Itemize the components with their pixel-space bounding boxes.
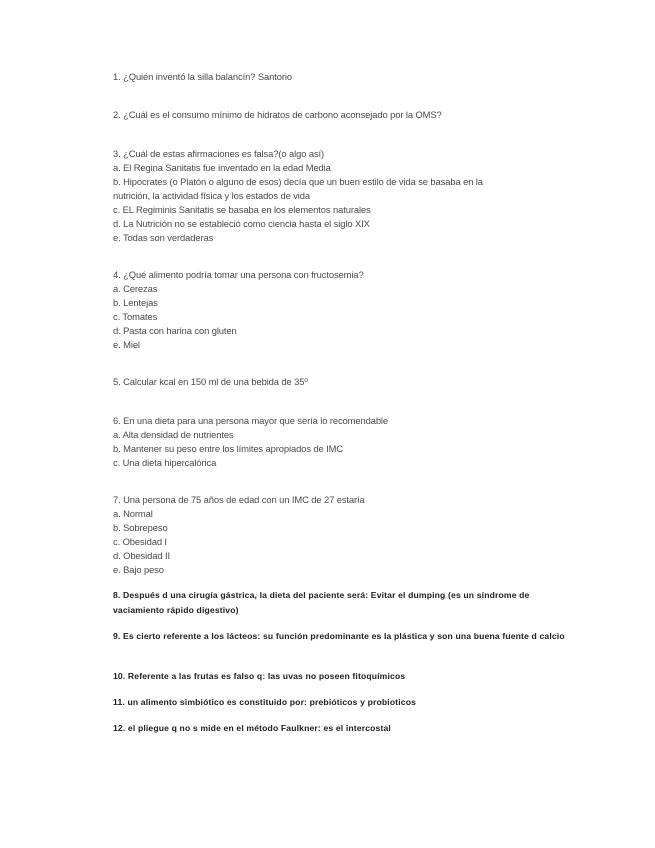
question-6-text: 6. En una dieta para una persona mayor que sería lo recomendable	[113, 415, 389, 426]
question-2	[113, 108, 575, 122]
question-1	[113, 70, 575, 84]
question-3-text: 3. ¿Cuál de estas afirmaciones es falsa?(o algo así)	[113, 148, 325, 159]
question-4	[113, 268, 575, 352]
question-8-text: 8. Después d una cirugía gástrica, la dieta del paciente será: Evitar el dumping (es un síndrome de vaciamiento rápido digestivo)	[113, 590, 530, 615]
question-7-option-a: a. Normal	[113, 508, 153, 519]
question-3-option-e: e. Todas son verdaderas	[113, 232, 214, 243]
question-7-text: 7. Una persona de 75 años de edad con un IMC de 27 estaría	[113, 494, 365, 505]
question-2-text: 2. ¿Cuál es el consumo mínimo de hidratos de carbono aconsejado por la OMS?	[113, 109, 442, 120]
question-4-option-a: a. Cerezas	[113, 283, 158, 294]
question-9-text: 9. Es cierto referente a los lácteos: su función predominante es la plástica y son una buena fuente d calcio	[113, 631, 565, 641]
question-5-text: 5. Calcular kcal en 150 ml de una bebida de 35º	[113, 376, 308, 387]
question-3-option-b-cont: nutrición, la actividad física y los estados de vida	[113, 190, 310, 201]
question-7	[113, 493, 575, 577]
question-12	[113, 721, 575, 736]
question-4-text: 4. ¿Qué alimento podría tomar una persona con fructosemia?	[113, 269, 364, 280]
question-3-option-c: c. EL Regiminis Sanitatis se basaba en los elementos naturales	[113, 204, 371, 215]
question-3-option-a: a. El Regina Sanitatis fue inventado en la edad Media	[113, 162, 331, 173]
question-11-text: 11. un alimento simbiótico es constituido por: prebióticos y probioticos	[113, 697, 417, 707]
question-7-option-b: b. Sobrepeso	[113, 522, 168, 533]
question-12-text: 12. el pliegue q no s mide en el método Faulkner: es el intercostal	[113, 723, 391, 733]
question-10-text: 10. Referente a las frutas es falso q: las uvas no poseen fitoquímicos	[113, 671, 406, 681]
question-8	[113, 588, 575, 618]
question-4-option-e: e. Miel	[113, 339, 140, 350]
question-6	[113, 414, 575, 470]
question-6-option-b: b. Mantener su peso entre los límites apropiados de IMC	[113, 443, 344, 454]
question-3-option-d: d. La Nutrición no se estableció como ciencia hasta el siglo XIX	[113, 218, 370, 229]
question-6-option-c: c. Una dieta hipercalórica	[113, 457, 217, 468]
question-7-option-d: d. Obesidad II	[113, 550, 170, 561]
question-3	[113, 147, 575, 245]
question-10	[113, 669, 575, 684]
question-11	[113, 695, 575, 710]
question-1-text: 1. ¿Quién inventó la silla balancín? Santorio	[113, 71, 292, 82]
question-9	[113, 629, 575, 644]
question-3-option-b: b. Hipocrates (o Platón o alguno de esos) decía que un buen estilo de vida se basaba en la	[113, 176, 483, 187]
question-4-option-d: d. Pasta con harina con gluten	[113, 325, 237, 336]
question-4-option-c: c. Tomates	[113, 311, 158, 322]
question-5	[113, 375, 575, 389]
question-6-option-a: a. Alta densidad de nutrientes	[113, 429, 234, 440]
question-7-option-c: c. Obesidad I	[113, 536, 167, 547]
question-7-option-e: e. Bajo peso	[113, 564, 164, 575]
question-4-option-b: b. Lentejas	[113, 297, 158, 308]
